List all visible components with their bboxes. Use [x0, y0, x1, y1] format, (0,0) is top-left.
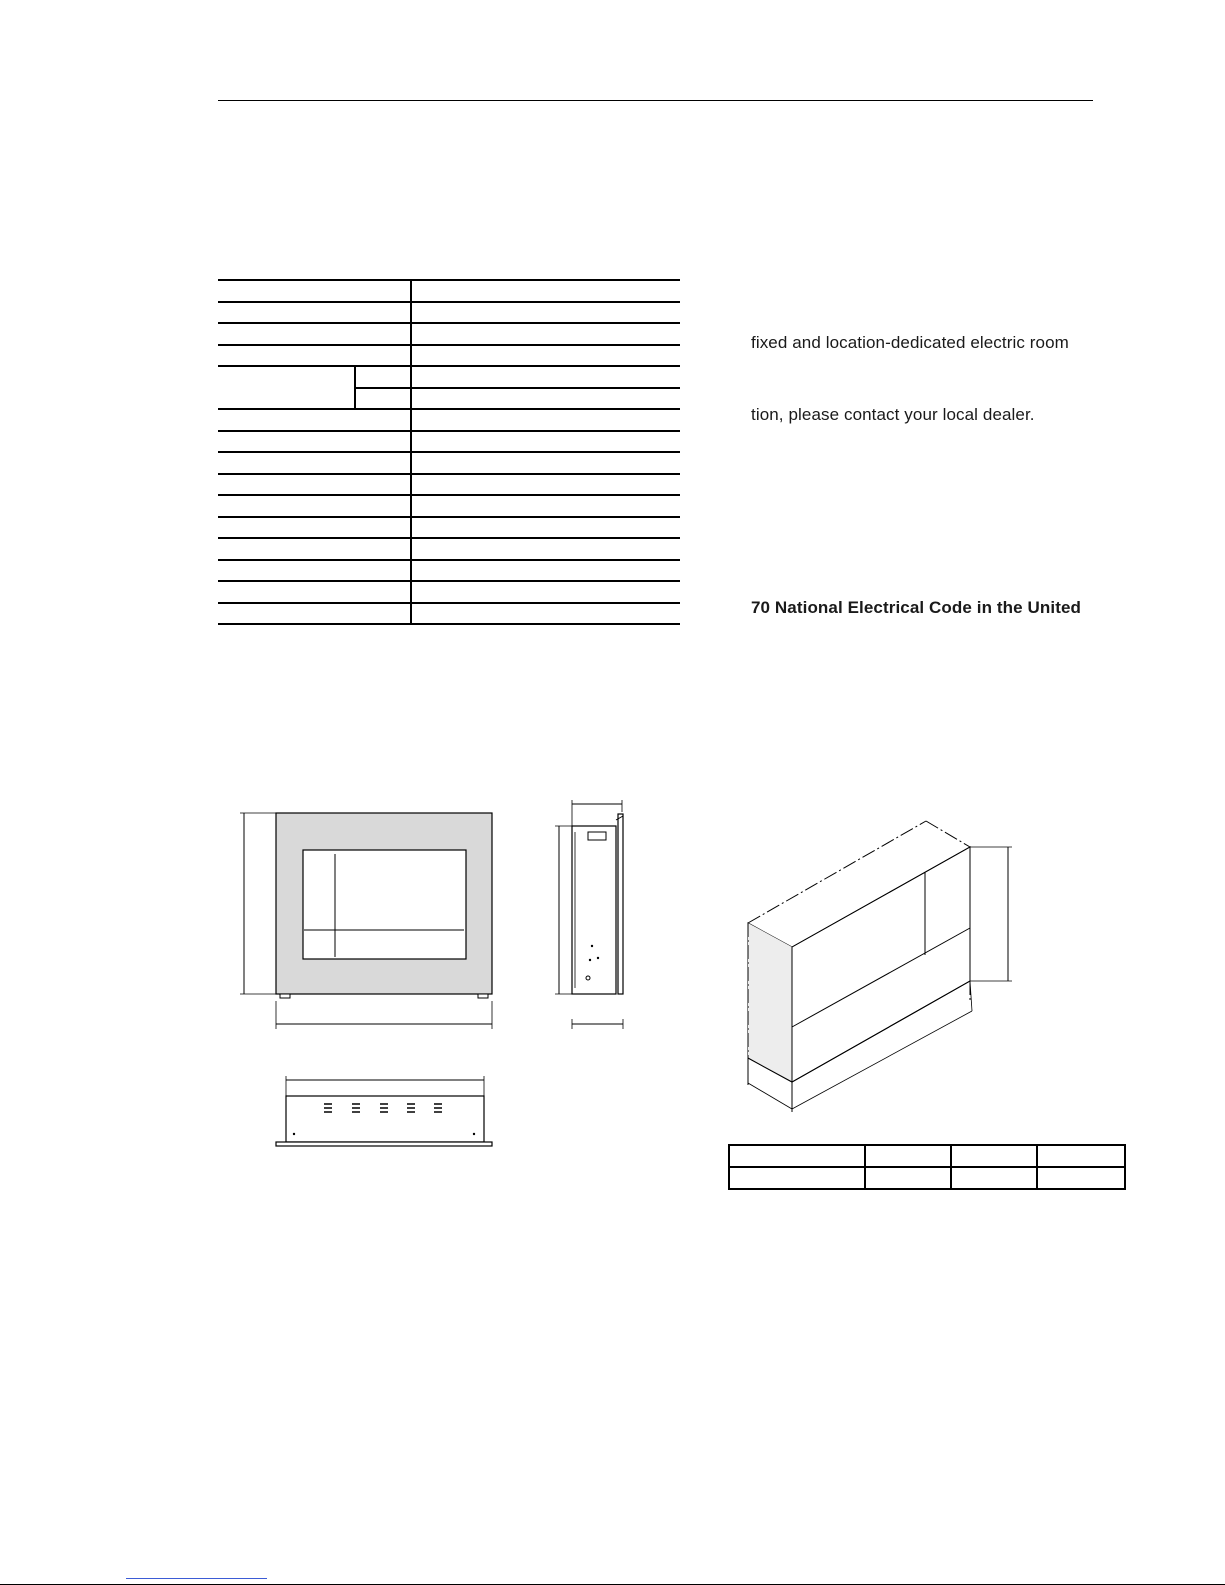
side-view-drawing — [552, 798, 632, 1033]
text-line-2: tion, please contact your local dealer. — [751, 405, 1035, 424]
text-line-1: fixed and location-dedicated electric room — [751, 333, 1069, 352]
text-line-3: 70 National Electrical Code in the United — [751, 598, 1082, 617]
top-view-drawing — [272, 1074, 494, 1154]
header-rule — [218, 100, 1093, 101]
isometric-cavity-drawing — [740, 815, 1040, 1120]
clearance-table — [728, 1144, 1126, 1190]
front-view-drawing — [236, 805, 506, 1035]
specification-table — [218, 279, 680, 625]
footer-link-underline[interactable] — [126, 1578, 267, 1579]
